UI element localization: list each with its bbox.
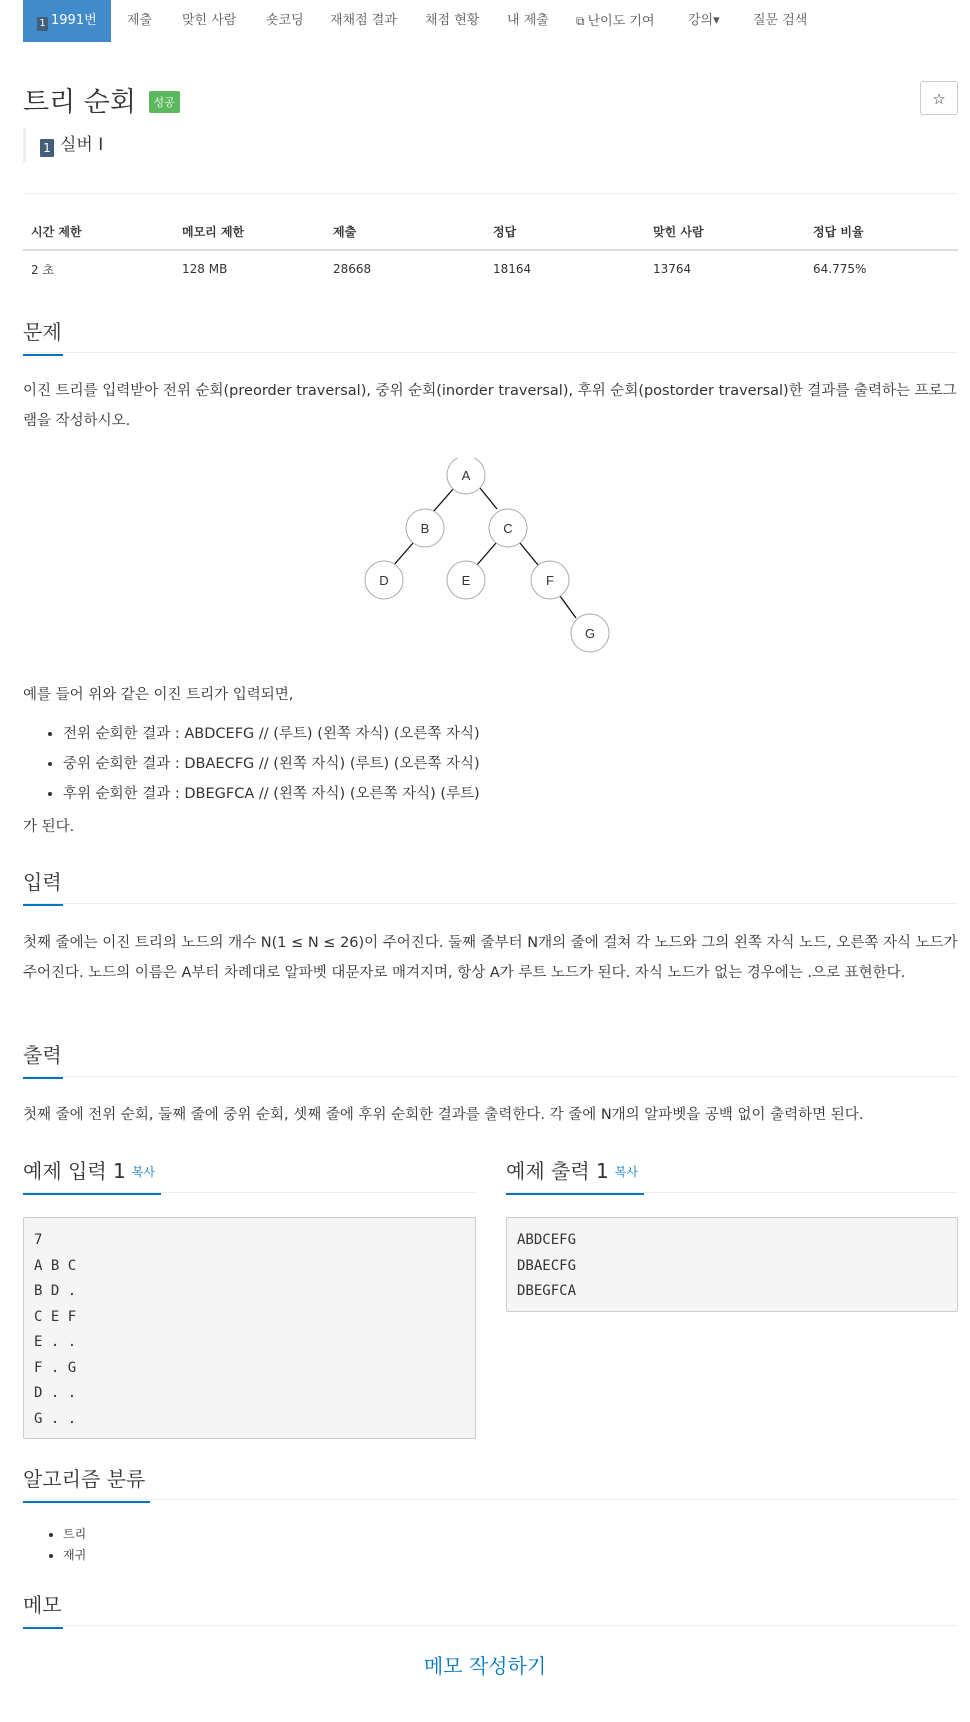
header-time-limit: 시간 제한 [23, 213, 174, 250]
header-accepted: 정답 [485, 213, 645, 250]
edge-a-c [480, 488, 497, 509]
edge-c-e [477, 543, 496, 565]
section-heading-sample-input [23, 1155, 155, 1184]
header-solved-users: 맞힌 사람 [645, 213, 805, 250]
copy-sample-input-button[interactable]: 복사 [131, 1165, 155, 1179]
problem-menu [23, 0, 947, 42]
nav-short-coding[interactable]: 숏코딩 [266, 13, 304, 28]
list-item: • 중위 순회한 결과 : DBAECFG // (왼쪽 자식) (루트) (오른쪽 자식) [63, 749, 480, 779]
section-heading-output [23, 1039, 62, 1068]
problem-title: 트리 순회 [23, 87, 136, 118]
copy-sample-output-button[interactable]: 복사 [614, 1165, 638, 1179]
section-divider [23, 1499, 958, 1500]
table-row [23, 250, 958, 287]
nav-difficulty-contribution[interactable] [576, 0, 655, 42]
section-underline [23, 354, 63, 356]
list-item[interactable]: • 재귀 [63, 1545, 86, 1566]
page-title [23, 80, 180, 119]
external-link-icon: ⧉ [576, 14, 585, 28]
algorithm-tag-list [23, 1524, 86, 1566]
chevron-down-icon: ▾ [713, 13, 720, 28]
tier-icon: 1 [40, 139, 54, 157]
value-accepted: 18164 [493, 262, 532, 276]
section-heading-problem-label: 문제 [23, 320, 62, 344]
section-underline [23, 1501, 150, 1503]
section-underline [506, 1193, 644, 1195]
section-underline [23, 904, 63, 906]
nav-submit[interactable]: 제출 [127, 13, 153, 28]
section-heading-memo-label: 메모 [23, 1593, 62, 1617]
header-accept-ratio: 정답 비율 [805, 213, 958, 250]
output-description: 첫째 줄에 전위 순회, 둘째 줄에 중위 순회, 셋째 줄에 후위 순회한 결과를 출력한다. 각 줄에 N개의 알파벳을 공백 없이 출력하면 된다. [23, 1107, 864, 1123]
nav-judge-status[interactable]: 채점 현황 [425, 13, 480, 28]
section-heading-algorithms [23, 1463, 145, 1492]
nav-my-submissions[interactable]: 내 제출 [507, 13, 549, 28]
edge-c-f [520, 543, 538, 565]
tree-node-e: E [461, 573, 471, 588]
section-divider [23, 1192, 476, 1193]
tree-node-f: F [546, 573, 554, 588]
header-memory-limit: 메모리 제한 [174, 213, 325, 250]
nav-difficulty-label: 난이도 기여 [587, 14, 655, 29]
sample-input-box[interactable]: 7 A B C B D . C E F E . . F . G D . . G . . [23, 1217, 476, 1439]
list-item[interactable]: • 트리 [63, 1524, 86, 1545]
value-memory-limit: 128 MB [182, 262, 228, 276]
edge-f-g [560, 596, 576, 618]
tier-icon: 1 [37, 17, 48, 31]
header-submissions: 제출 [325, 213, 485, 250]
problem-description: 이진 트리를 입력받아 전위 순회(preorder traversal), 중위 순회(inorder traversal), 후위 순회(postorder traversal)한 결과를 출력하는 프로그램을 작성하시오. [23, 383, 957, 429]
section-underline [23, 1193, 161, 1195]
star-button[interactable] [920, 81, 958, 115]
status-badge: 성공 [149, 91, 180, 113]
nav-question-search[interactable]: 질문 검색 [753, 13, 808, 28]
sample-input-heading-label: 예제 입력 1 [23, 1159, 126, 1183]
star-icon: ☆ [932, 90, 946, 108]
example-outro: 가 된다. [23, 819, 75, 835]
sample-output-heading-label: 예제 출력 1 [506, 1159, 609, 1183]
value-solved-users[interactable]: 13764 [653, 262, 692, 276]
nav-lectures-dropdown[interactable] [688, 0, 720, 42]
divider [23, 193, 958, 194]
table-header-row [23, 213, 958, 250]
section-divider [23, 903, 958, 904]
edge-b-d [393, 543, 413, 566]
section-divider [506, 1192, 958, 1193]
value-time-limit: 2 초 [31, 262, 55, 277]
problem-info-table [23, 213, 958, 287]
sample-output-box[interactable]: ABDCEFG DBAECFG DBEGFCA [506, 1217, 958, 1312]
tree-node-d: D [379, 573, 389, 588]
tree-node-g: G [584, 626, 596, 641]
section-divider [23, 1625, 958, 1626]
value-submissions[interactable]: 28668 [333, 262, 372, 276]
section-divider [23, 352, 958, 353]
tier-label: 실버 I [60, 135, 104, 155]
edge-a-b [433, 488, 454, 512]
section-heading-problem [23, 316, 62, 345]
nav-problem-id-label: 1991번 [51, 13, 97, 28]
nav-lectures-label: 강의 [688, 13, 714, 28]
section-heading-output-label: 출력 [23, 1043, 62, 1067]
section-heading-algorithms-label: 알고리즘 분류 [23, 1467, 146, 1491]
tree-node-a: A [461, 468, 471, 483]
list-item: • 전위 순회한 결과 : ABDCEFG // (루트) (왼쪽 자식) (오른쪽 자식) [63, 719, 480, 749]
section-heading-input [23, 866, 62, 895]
nav-problem-id[interactable] [23, 0, 111, 42]
section-heading-input-label: 입력 [23, 870, 62, 894]
example-intro: 예를 들어 위와 같은 이진 트리가 입력되면, [23, 687, 294, 703]
tree-node-b: B [420, 521, 430, 536]
list-item: • 후위 순회한 결과 : DBEGFCA // (왼쪽 자식) (오른쪽 자식) (루트) [63, 779, 480, 809]
section-heading-sample-output [506, 1155, 638, 1184]
problem-tier[interactable] [23, 128, 103, 162]
write-memo-link[interactable]: 메모 작성하기 [423, 1654, 547, 1678]
input-description: 첫째 줄에는 이진 트리의 노드의 개수 N(1 ≤ N ≤ 26)이 주어진다. 둘째 줄부터 N개의 줄에 걸쳐 각 노드와 그의 왼쪽 자식 노드, 오른쪽 자식 노드가 주어진다. 노드의 이름은 A부터 차례대로 알파벳 대문자로 매겨지며, 항상 A가 루트 노드가 된다. 자식 노드가 없는 경우에는 .으로 표현한다. [23, 935, 958, 981]
tree-node-c: C [503, 521, 513, 536]
section-underline [23, 1077, 63, 1079]
section-underline [23, 1627, 63, 1629]
nav-solved-users[interactable]: 맞힌 사람 [182, 13, 237, 28]
section-divider [23, 1076, 958, 1077]
value-accept-ratio: 64.775% [813, 262, 867, 276]
nav-rejudge-results[interactable]: 재채점 결과 [330, 13, 397, 28]
section-heading-memo [23, 1589, 62, 1618]
traversal-list [23, 719, 480, 809]
binary-tree-diagram [360, 458, 620, 658]
